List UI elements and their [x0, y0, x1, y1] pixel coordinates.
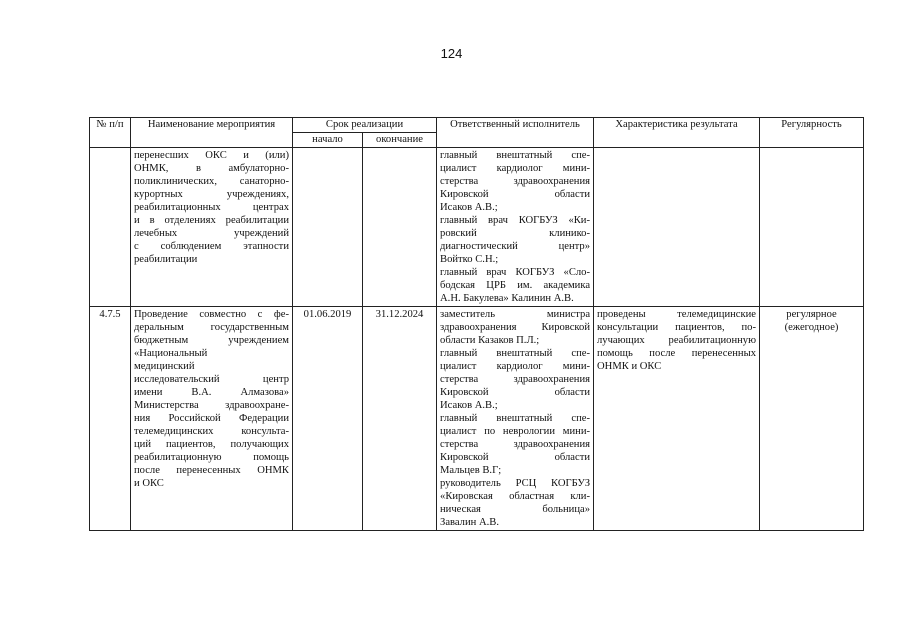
text-line: Кировской области — [440, 452, 591, 463]
text-line: главный внештатный спе- — [440, 413, 591, 424]
table-row — [90, 307, 864, 531]
text-line: имени В.А. Алмазова» — [134, 387, 289, 398]
row-regularity-cell: регулярное (ежегодное) — [760, 307, 864, 531]
text-line: поликлинических, санаторно- — [134, 176, 289, 187]
row-end-cell — [363, 148, 437, 307]
text-line: лучающих реабилитационную — [597, 335, 757, 346]
row-start-cell — [293, 148, 363, 307]
row-result-cell — [594, 307, 760, 531]
text-line: ций пациентов, получающих — [134, 439, 289, 450]
text-line: бюджетным учреждением — [134, 335, 289, 346]
row-end-cell: 31.12.2024 — [363, 307, 437, 531]
text-line: реабилитационных центрах — [134, 202, 289, 213]
table-row — [90, 148, 864, 307]
text-line: и в отделениях реабилитации — [134, 215, 289, 226]
text-line: Министерства здравоохране- — [134, 400, 289, 411]
text-line: стерства здравоохранения — [440, 176, 591, 187]
header-num: № п/п — [90, 118, 131, 148]
text-line: циалист кардиолог мини- — [440, 361, 591, 372]
text-line: Кировской области — [440, 387, 591, 398]
text-line: реабилитационную помощь — [134, 452, 289, 463]
row-name-cell — [131, 307, 293, 531]
text-line: помощь после перенесенных — [597, 348, 757, 359]
header-name: Наименование мероприятия — [131, 118, 293, 148]
header-end: окончание — [363, 133, 437, 148]
text-line: области Казаков П.Л.; — [440, 335, 540, 346]
text-line: проведены телемедицинские — [597, 309, 757, 320]
row-executor-cell — [437, 307, 594, 531]
page-number: 124 — [440, 46, 463, 61]
header-result: Характеристика результата — [594, 118, 760, 148]
header-regularity: Регулярность — [760, 118, 864, 148]
text-line: главный врач КОГБУЗ «Ки- — [440, 215, 591, 226]
text-line: циалист кардиолог мини- — [440, 163, 591, 174]
text-line: телемедицинских консульта- — [134, 426, 289, 437]
table-header — [90, 118, 864, 148]
text-line: Завалин А.В. — [440, 517, 499, 528]
text-line: главный врач КОГБУЗ «Сло- — [440, 267, 591, 278]
text-line: перенесших ОКС и (или) — [134, 150, 289, 161]
text-line: главный внештатный спе- — [440, 150, 591, 161]
text-line: ОНМК и ОКС — [597, 361, 662, 372]
text-line: здравоохранения Кировской — [440, 322, 591, 333]
row-executor-cell — [437, 148, 594, 307]
row-num-cell: 4.7.5 — [90, 307, 131, 531]
text-line: заместитель министра — [440, 309, 591, 320]
text-line: консультации пациентов, по- — [597, 322, 757, 333]
text-line: главный внештатный спе- — [440, 348, 591, 359]
header-period: Срок реализации — [293, 118, 437, 133]
text-line: Мальцев В.Г; — [440, 465, 502, 476]
text-line: реабилитации — [134, 254, 198, 265]
text-line: курортных учреждениях, — [134, 189, 289, 200]
text-line: циалист по неврологии мини- — [440, 426, 591, 437]
text-line: ническая больница» — [440, 504, 591, 515]
row-name-cell — [131, 148, 293, 307]
text-line: Исаков А.В.; — [440, 400, 498, 411]
text-line: ОНМК, в амбулаторно- — [134, 163, 289, 174]
text-line: диагностический центр» — [440, 241, 591, 252]
row-start-cell: 01.06.2019 — [293, 307, 363, 531]
text-line: стерства здравоохранения — [440, 439, 591, 450]
text-line: стерства здравоохранения — [440, 374, 591, 385]
table-body — [90, 148, 864, 531]
text-line: с соблюдением этапности — [134, 241, 289, 252]
text-line: Войтко С.Н.; — [440, 254, 499, 265]
text-line: Кировской области — [440, 189, 591, 200]
row-num-cell — [90, 148, 131, 307]
text-line: Исаков А.В.; — [440, 202, 498, 213]
text-line: Проведение совместно с фе- — [134, 309, 289, 320]
row-result-cell — [594, 148, 760, 307]
text-line: бодская ЦРБ им. академика — [440, 280, 591, 291]
text-line: «Национальный — [134, 348, 208, 359]
text-line: руководитель РСЦ КОГБУЗ — [440, 478, 591, 489]
text-line: и ОКС — [134, 478, 164, 489]
text-line: медицинский — [134, 361, 195, 372]
text-line: исследовательский центр — [134, 374, 289, 385]
text-line: после перенесенных ОНМК — [134, 465, 289, 476]
activities-table — [89, 117, 864, 531]
text-line: деральным государственным — [134, 322, 289, 333]
header-start: начало — [293, 133, 363, 148]
text-line: лечебных учреждений — [134, 228, 289, 239]
header-executor: Ответственный исполнитель — [437, 118, 594, 148]
text-line: ровский клинико- — [440, 228, 591, 239]
text-line: ния Российской Федерации — [134, 413, 289, 424]
row-regularity-cell — [760, 148, 864, 307]
text-line: А.Н. Бакулева» Калинин А.В. — [440, 293, 574, 304]
text-line: «Кировская областная кли- — [440, 491, 591, 502]
